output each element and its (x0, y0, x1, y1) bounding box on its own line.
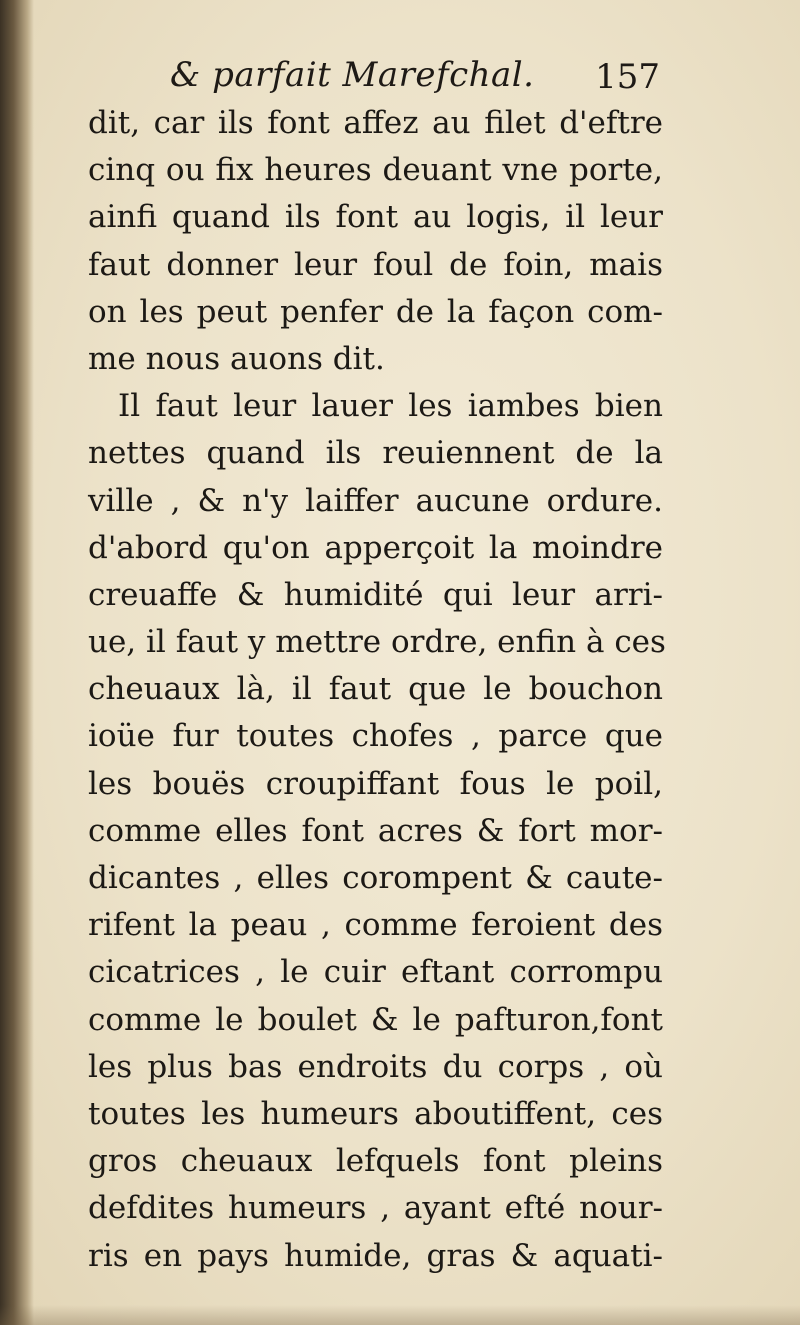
text-line: faut donner leur foul de foin, mais (88, 246, 663, 283)
text-line: ris en pays humide, gras & aquati- (88, 1237, 663, 1274)
text-line: rifent la peau , comme feroient des (88, 907, 663, 944)
text-line: ainfi quand ils font au logis, il leur (88, 199, 663, 236)
body-text (88, 100, 666, 1280)
text-line: toutes les humeurs aboutiffent, ces (88, 1095, 663, 1132)
text-line: creuaffe & humidité qui leur arri- (88, 576, 663, 613)
text-line: Il faut leur lauer les iambes bien (118, 388, 663, 425)
text-line: ville , & n'y laiffer aucune ordure. (88, 482, 663, 519)
page-bottom-edge (0, 1305, 800, 1325)
text-line: gros cheuaux lefquels font pleins (88, 1143, 663, 1180)
text-line: defdites humeurs , ayant efté nour- (88, 1190, 663, 1227)
text-line: cinq ou fix heures deuant vne porte, (88, 152, 663, 189)
text-line: dit, car ils font affez au filet d'eftre (88, 105, 663, 141)
text-line: ue, il faut y mettre ordre, enfin à ces (88, 624, 666, 661)
text-line: me nous auons dit. (88, 340, 385, 377)
text-line: comme elles font acres & fort mor- (88, 812, 663, 849)
text-line: dicantes , elles corompent & caute- (88, 860, 663, 896)
running-head-title: & parfait Marefchal. (170, 55, 535, 95)
text-line: les bouës croupiffant fous le poil, (88, 765, 663, 802)
text-line: nettes quand ils reuiennent de la (88, 435, 663, 472)
text-line: on les peut penfer de la façon com- (88, 293, 663, 330)
text-line: cicatrices , le cuir eftant corrompu (88, 954, 663, 991)
page-number: 157 (595, 57, 660, 97)
text-line: cheuaux là, il faut que le bouchon (88, 671, 663, 708)
text-line: ioüe fur toutes chofes , parce que (88, 718, 663, 755)
binding-gutter (0, 0, 34, 1325)
text-line: les plus bas endroits du corps , où (88, 1048, 663, 1085)
text-line: comme le boulet & le pafturon,font (88, 1001, 663, 1038)
text-line: d'abord qu'on apperçoit la moindre (88, 529, 663, 566)
